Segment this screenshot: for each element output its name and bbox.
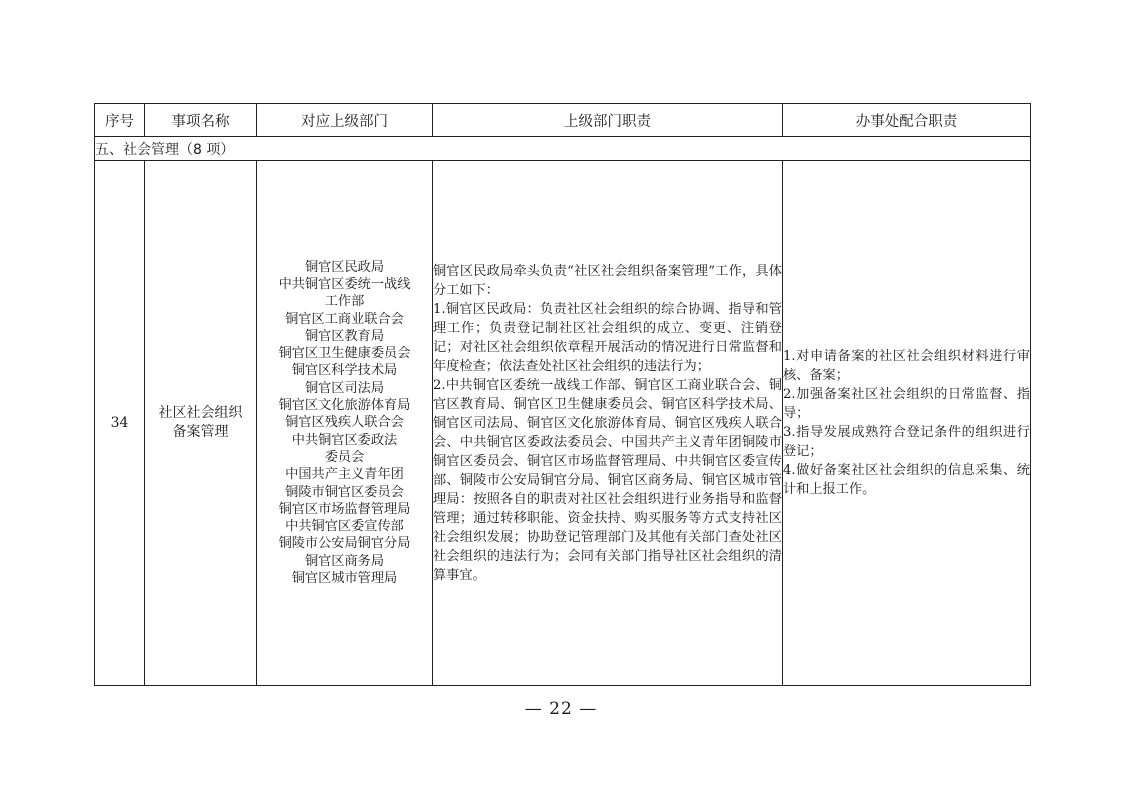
duty-paragraph: 1.铜官区民政局：负责社区社会组织的综合协调、指导和管理工作；负责登记制社区社会组织的成立、变更、注销登记；对社区社会组织依章程开展活动的情况进行日常监督和年度检查；依法查处社区社会组织的违法行为； [433,301,782,374]
duty-paragraph: 铜官区民政局牵头负责“社区社会组织备案管理”工作，具体分工如下： [433,263,782,298]
row-office-cooperation [783,161,1031,686]
department-line: 铜官区教育局 [304,328,385,344]
page-number: — 22 — [524,699,598,719]
department-line: 铜官区城市管理局 [291,571,398,587]
department-line: 工作部 [324,294,365,310]
header-superior-department: 对应上级部门 [257,104,433,137]
row-number: 34 [95,161,145,686]
department-line: 铜官区司法局 [304,380,385,396]
row-item-name [145,161,257,686]
department-line: 委员会 [324,449,365,465]
responsibility-table [94,103,1031,686]
section-title: 五、社会管理（8 项） [95,137,1031,161]
department-line: 中共铜官区委政法 [291,432,398,448]
header-office-cooperation: 办事处配合职责 [783,104,1031,137]
row-departments [257,161,433,686]
department-line: 中共铜官区委宣传部 [285,519,404,535]
section-row [95,137,1031,161]
department-line: 铜官区市场监督管理局 [278,501,411,517]
header-superior-duties: 上级部门职责 [433,104,783,137]
department-line: 铜官区卫生健康委员会 [278,346,411,362]
department-line: 中共铜官区委统一战线 [278,276,411,292]
cooperation-item: 4.做好备案社区社会组织的信息采集、统计和上报工作。 [783,463,1030,497]
header-item-name: 事项名称 [145,104,257,137]
cooperation-item: 2.加强备案社区社会组织的日常监督、指导； [783,387,1030,421]
row-superior-duties [433,161,783,686]
table-row [95,161,1031,686]
department-line: 中国共产主义青年团 [285,467,404,483]
department-line: 铜官区工商业联合会 [285,311,404,327]
item-name-line: 社区社会组织 [158,405,243,421]
header-number: 序号 [95,104,145,137]
department-line: 铜官区商务局 [304,553,385,569]
table-header-row [95,104,1031,137]
department-line: 铜官区文化旅游体育局 [278,398,411,414]
department-line: 铜陵市铜官区委员会 [285,484,404,500]
cooperation-item: 3.指导发展成熟符合登记条件的组织进行登记； [783,425,1030,459]
item-name-line: 备案管理 [172,424,229,440]
cooperation-item: 1.对申请备案的社区社会组织材料进行审核、备案； [783,349,1030,383]
department-line: 铜官区残疾人联合会 [285,415,404,431]
duty-paragraph: 2.中共铜官区委统一战线工作部、铜官区工商业联合会、铜官区教育局、铜官区卫生健康委员会、铜官区科学技术局、铜官区司法局、铜官区文化旅游体育局、铜官区残疾人联合会、中共铜官区委政法委员会、中国共产主义青年团铜陵市铜官区委员会、铜官区市场监督管理局、中共铜官区委宣传部、铜陵市公安局铜官分局、铜官区商务局、铜官区城市管理局：按照各自的职责对社区社会组织进行业务指导和监督管理；通过转移职能、资金扶持、购买服务等方式支持社区社会组织发展；协助登记管理部门及其他有关部门查处社区社会组织的违法行为；会同有关部门指导社区社会组织的清算事宜。 [433,377,782,583]
department-line: 铜官区民政局 [304,259,385,275]
department-line: 铜官区科学技术局 [291,363,398,379]
department-line: 铜陵市公安局铜官分局 [278,536,411,552]
